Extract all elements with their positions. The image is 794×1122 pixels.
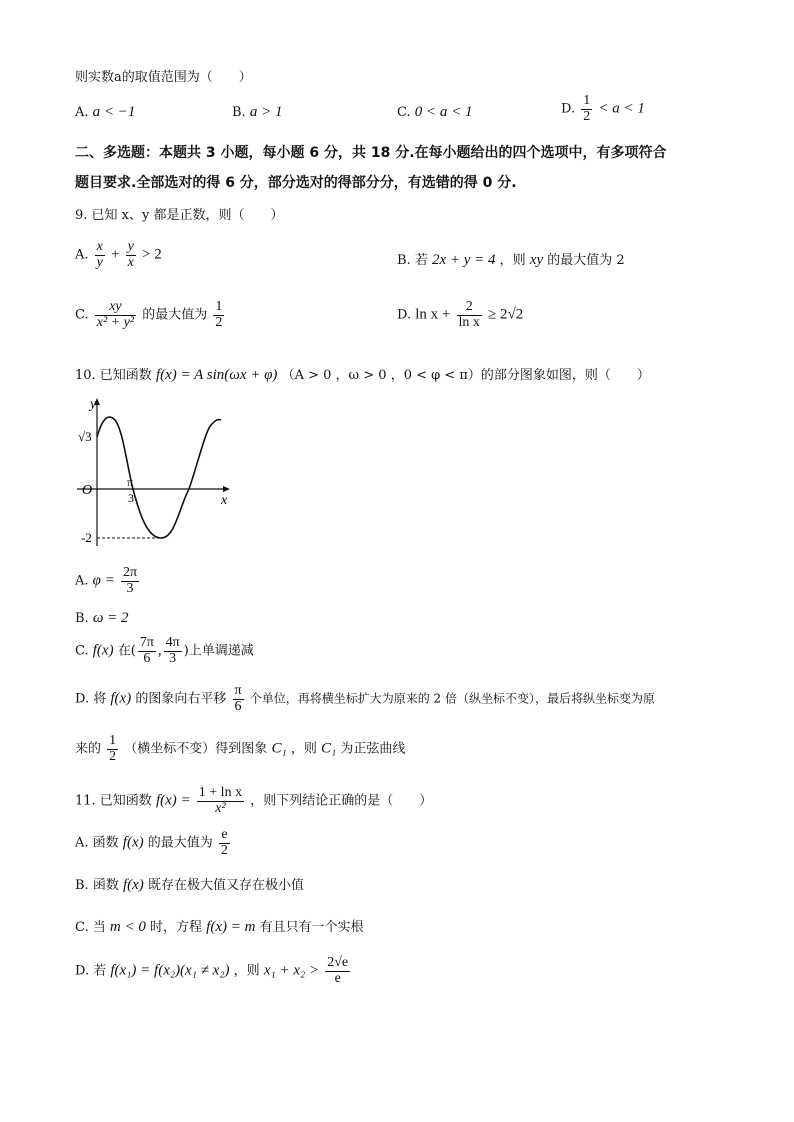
- option-expr: f(x): [122, 834, 144, 851]
- text: 在(: [117, 643, 136, 659]
- plus: +: [111, 246, 120, 263]
- q11-option-b[interactable]: [75, 874, 304, 894]
- option-expr: xy: [529, 252, 544, 268]
- q11-stem: 11. 已知函数 f(x) = $\frac{\text{1 + ln x}}{\text{x²}}$ ，则下列结论正确的是（ ）: [75, 785, 433, 816]
- option-expr: m < 0: [109, 919, 146, 935]
- q11-option-a[interactable]: [75, 828, 232, 858]
- option-expr: a < −1: [92, 104, 136, 120]
- text: 的最大值为 2: [547, 253, 625, 268]
- text: 既存在极大值又存在极小值: [147, 878, 304, 893]
- section-heading-line1: 二、多选题：本题共 3 小题，每小题 6 分，共 18 分.在每小题给出的四个选项中，有多项符合: [75, 145, 667, 161]
- x-axis-arrow: [223, 486, 230, 492]
- option-expr: ln x +: [415, 306, 451, 323]
- q10-option-a[interactable]: [75, 566, 141, 596]
- option-label: C.: [397, 105, 411, 120]
- fraction: $\frac{1}{2}$: [215, 299, 223, 330]
- q8-stem: 则实数a的取值范围为（ ）: [75, 70, 252, 85]
- fraction: $\frac{\text{1 + ln x}}{\text{x²}}$: [198, 785, 243, 816]
- option-expr: ω = 2: [92, 610, 129, 626]
- option-expr: f(x): [92, 642, 114, 659]
- option-expr: φ =: [92, 572, 115, 589]
- option-expr: f(x): [110, 690, 132, 707]
- q10-option-b[interactable]: [75, 610, 129, 627]
- option-label: A.: [75, 247, 89, 263]
- fraction: $\frac{7\pi}{6}$: [139, 635, 154, 666]
- option-label: B.: [75, 611, 89, 626]
- fraction: $\frac{2\pi}{3}$: [122, 565, 138, 596]
- fraction: $\frac{x}{y}$: [96, 239, 103, 270]
- fraction: $\frac{e}{2}$: [220, 827, 228, 858]
- q8-option-d[interactable]: [561, 94, 645, 124]
- option-label: D.: [561, 101, 576, 117]
- y-label: y: [90, 397, 97, 412]
- text: ，则: [233, 963, 260, 979]
- text: 的图象向右平移: [135, 691, 227, 707]
- q10-stem: 10. 已知函数 f(x) = A sin(ωx + φ) （A > 0 ，ω > 0 ，0 < φ < π）的部分图象如图，则（ ）: [75, 367, 650, 383]
- q9-option-a[interactable]: [75, 240, 162, 270]
- fraction: $\frac{\pi}{6}$: [234, 683, 242, 714]
- option-expr: x₁ + x₂ >: [263, 962, 320, 979]
- q9-option-b[interactable]: [397, 249, 625, 269]
- option-label: B. 若: [397, 253, 428, 268]
- fraction: $\frac{xy}{\text{x² + y²}}$: [96, 299, 135, 330]
- option-label: D. 将: [75, 691, 107, 707]
- option-expr: a > 1: [249, 104, 283, 120]
- q11-option-c[interactable]: [75, 916, 364, 936]
- text: 时，方程: [150, 920, 203, 935]
- q9-stem: 9. 已知 x、y 都是正数，则（ ）: [75, 208, 284, 223]
- text: 为正弦曲线: [340, 741, 406, 757]
- text: ，则: [499, 253, 526, 268]
- option-expr: 2x + y = 4: [431, 252, 496, 268]
- q8-option-a[interactable]: [75, 104, 135, 121]
- fraction: $\frac{4\pi}{3}$: [165, 635, 180, 666]
- fraction: $\frac{1}{2}$: [583, 93, 591, 124]
- fraction: $\frac{2√e}{e}$: [327, 955, 349, 986]
- x-tick-3: 3: [128, 491, 134, 505]
- sine-curve: [97, 417, 221, 538]
- y-tick-sqrt3: √3: [78, 429, 92, 444]
- text: 来的: [75, 741, 102, 757]
- section-heading-line2: 题目要求.全部选对的得 6 分，部分选对的得部分分，有选错的得 0 分.: [75, 175, 517, 191]
- fraction: $\frac{1}{2}$: [109, 733, 117, 764]
- y-tick-minus2: -2: [81, 530, 92, 545]
- text: ,: [157, 642, 162, 659]
- option-label: B.: [232, 105, 246, 120]
- option-label: C.: [75, 643, 89, 659]
- q9-option-c[interactable]: [75, 300, 226, 330]
- origin-label: O: [82, 483, 93, 498]
- q8-option-c[interactable]: [397, 104, 473, 121]
- text: 的最大值为: [147, 835, 213, 851]
- text: )上单调递减: [183, 643, 254, 659]
- option-label: C. 当: [75, 920, 106, 935]
- q10-option-d[interactable]: [75, 684, 655, 714]
- text: ，则: [290, 741, 317, 757]
- x-label: x: [221, 493, 228, 508]
- option-expr: < a < 1: [598, 100, 645, 117]
- option-expr: > 2: [142, 246, 162, 263]
- option-expr: 0 < a < 1: [414, 104, 473, 120]
- x-tick-pi: π: [127, 475, 134, 489]
- sine-graph: [75, 396, 235, 548]
- option-label: D. 若: [75, 963, 107, 979]
- text: （横坐标不变）得到图象: [124, 741, 268, 757]
- option-label: C.: [75, 307, 89, 323]
- option-label: A.: [75, 573, 89, 589]
- text: 个单位，再将横坐标扩大为原来的 2 倍（纵坐标不变），最后将纵坐标变为原: [249, 691, 655, 706]
- text: 有且只有一个实根: [259, 920, 364, 935]
- fraction: $\frac{y}{x}$: [127, 239, 134, 270]
- option-expr: f(x₁) = f(x₂)(x₁ ≠ x₂): [110, 962, 230, 979]
- option-label: D.: [397, 307, 412, 323]
- option-label: A. 函数: [75, 835, 119, 851]
- fraction: $\frac{2}{\text{ln x}}$: [458, 299, 480, 330]
- option-expr: C₁: [271, 740, 287, 757]
- option-expr: ≥ 2√2: [488, 306, 524, 323]
- q11-option-d[interactable]: [75, 956, 352, 986]
- q9-option-d[interactable]: [397, 300, 523, 330]
- option-expr: C₁: [320, 740, 337, 757]
- option-label: A.: [75, 105, 89, 120]
- q10-option-c[interactable]: [75, 636, 254, 666]
- text: 的最大值为: [142, 307, 208, 323]
- q8-option-b[interactable]: [232, 104, 282, 121]
- option-expr: f(x) = m: [206, 919, 256, 935]
- q10-option-d-line2: [75, 734, 405, 764]
- option-expr: f(x): [122, 877, 144, 893]
- option-label: B. 函数: [75, 878, 119, 893]
